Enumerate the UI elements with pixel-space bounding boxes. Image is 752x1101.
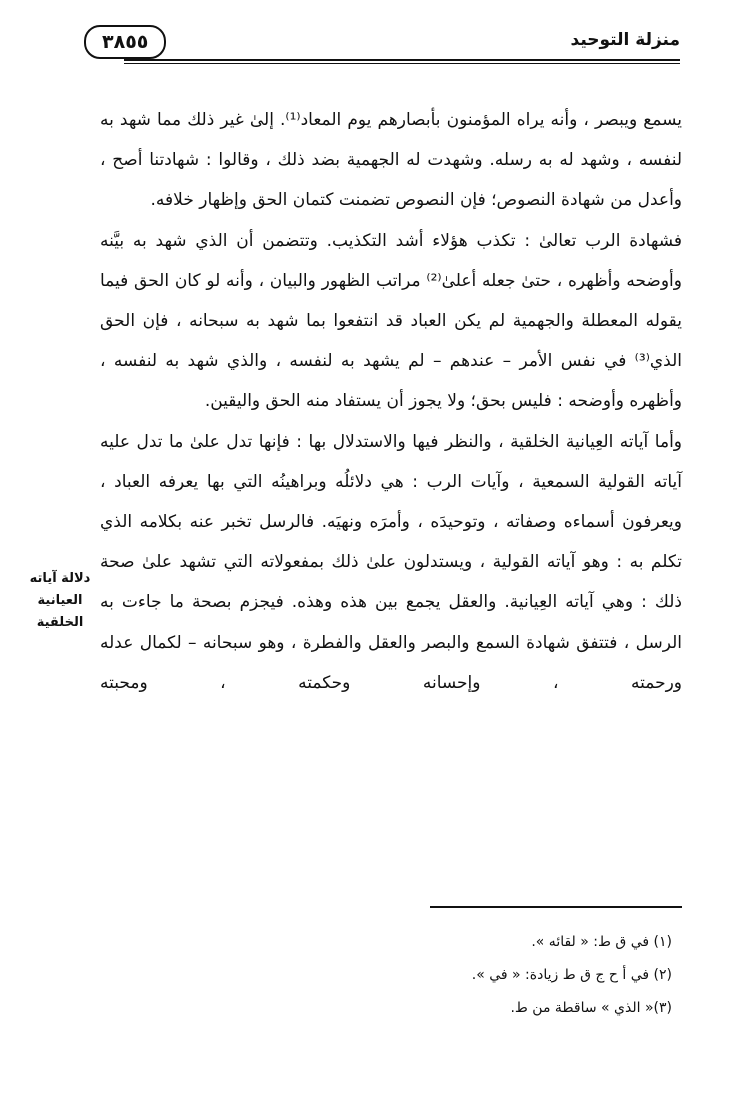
header-rule (124, 59, 680, 61)
paragraph-1: يسمع ويبصر ، وأنه يراه المؤمنون بأبصارهم يوم المعاد⁽¹⁾. إلىٰ غير ذلك مما شهد به لنفسه ، وشهد له به رسله. وشهدت له الجهمية بضد ذلك ، وقالوا : شهادتنا أصح ، وأعدل من شهادة النصوص؛ فإن النصوص تضمنت كتمان الحق وإظهار خلافه. (100, 110, 683, 211)
page-header (84, 22, 680, 68)
footnotes (90, 926, 672, 1025)
paragraph-3: وأما آياته العِيانية الخلقية ، والنظر فيها والاستدلال بها : فإنها تدل علىٰ ما تدل عليه آياته القولية السمعية ، وآيات الرب : هي دلائلُه وبراهينُه التي بها يعرفه العباد ، ويعرفون أسماءه وصفاته ، وتوحيدَه ، وأمرَه ونهيَه. فالرسل تخبر عنه بكلامه الذي تكلم به : وهو آياته القولية ، ويستدلون علىٰ ذلك بمفعولاته التي تشهد علىٰ صحة ذلك : وهي آياته العِيانية. والعقل يجمع بين هذه وهذه. فيجزم بصحة ما جاءت به الرسل ، فتتفق شهادة السمع والبصر والعقل والفطرة ، وهو سبحانه – لكمال عدله ورحمته ، وإحسانه وحكمته ، ومحبته (100, 431, 682, 693)
margin-note-line: العيانية (37, 593, 83, 608)
header-rule-thin (124, 63, 680, 64)
margin-note (24, 568, 96, 634)
margin-note-line: دلالة آياته (29, 571, 91, 586)
page-number: ٣٨٥٥ (84, 25, 166, 59)
margin-note-line: الخلقية (36, 615, 84, 630)
paragraph-2: فشهادة الرب تعالىٰ : تكذب هؤلاء أشد التكذيب. وتتضمن أن الذي شهد به بيَّنه وأوضحه وأظهره ، حتىٰ جعله أعلىٰ⁽²⁾ مراتب الظهور والبيان ، وأنه لو كان الحق فيما يقوله المعطلة والجهمية لم يكن العباد قد انتفعوا بما شهد به سبحانه ، فإن الحق الذي⁽³⁾ في نفس الأمر – عندهم – لم يشهد به لنفسه ، والذي شهد به لنفسه ، وأظهره وأوضحه : فليس بحق؛ ولا يجوز أن يستفاد منه الحق واليقين. (100, 230, 682, 412)
footnote-2: (٢) في أ ح ج ق ط زيادة: « في ». (471, 967, 672, 983)
footnote-3: (٣)« الذي » ساقطة من ط. (510, 1000, 672, 1016)
footnote-1: (١) في ق ط: « لقائه ». (531, 934, 672, 950)
footnote-divider (430, 906, 682, 908)
running-title: منزلة التوحيد (570, 30, 680, 50)
main-text (100, 100, 682, 703)
